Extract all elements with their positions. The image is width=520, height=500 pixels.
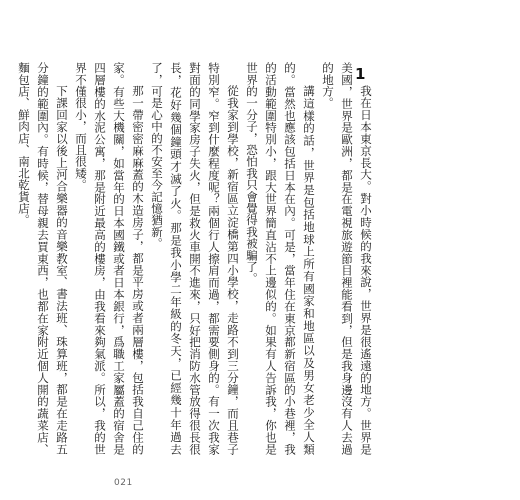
page-number: 021 bbox=[114, 478, 133, 488]
paragraph-2: 講這樣的話，世界是包括地球上所有國家和地區以及男女老少全人類的。當然也應該包括日本在內。可是，當年住在東京都新宿區的小巷裡，我的活動範圍特別小，跟大世界簡直沾不上邊似的。如果有人告訴我，你也是世界的一分子，恐怕我只會覺得我被騙了。 bbox=[245, 62, 316, 455]
paragraph-5: 下課回家以後上河合樂器的音樂教室、書法班、珠算班，都是在走路五分鐘的範圍內。有時候，替母親去買東西，也都在家附近個人開的蔬菜店、麵包店、鮮肉店、南北乾貨店。 bbox=[17, 62, 69, 455]
body-text bbox=[14, 62, 375, 455]
paragraph-3: 從我家到學校，新宿區立淀橋第四小學校，走路不到三分鐘，而且巷子特別窄。窄到什麼程度呢？兩個行人擦肩而過，都需要側身的。有一次我家對面的同學家房子失火，但是救火車開不進來，只好把消防水管放得很長很長，花好幾個鐘頭才滅了火。那是我小學二年級的冬天，已經幾十年過去了，可是心中的不安至今記憶猶新。 bbox=[150, 62, 240, 455]
chapter-number: 1 bbox=[355, 65, 366, 83]
paragraph-1: 我在日本東京長大。對小時候的我來說，世界是很遙遠的地方。世界是美國，世界是歐洲，都是在電視旅遊節目裡能看到，但是我身邊沒有人去過的地方。 bbox=[321, 62, 373, 455]
paragraph-4: 那一帶密密麻麻蓋的木造房子，都是平房或者兩層樓，包括我自己住的家。有些大機關，如當年的日本國鐵或者日本銀行，爲職工家屬蓋的宿舍是四層樓的水泥公寓，那是附近最高的樓房，由我看來夠氣派。所以，我的世界不僅很小，而且很矮。 bbox=[74, 62, 145, 455]
